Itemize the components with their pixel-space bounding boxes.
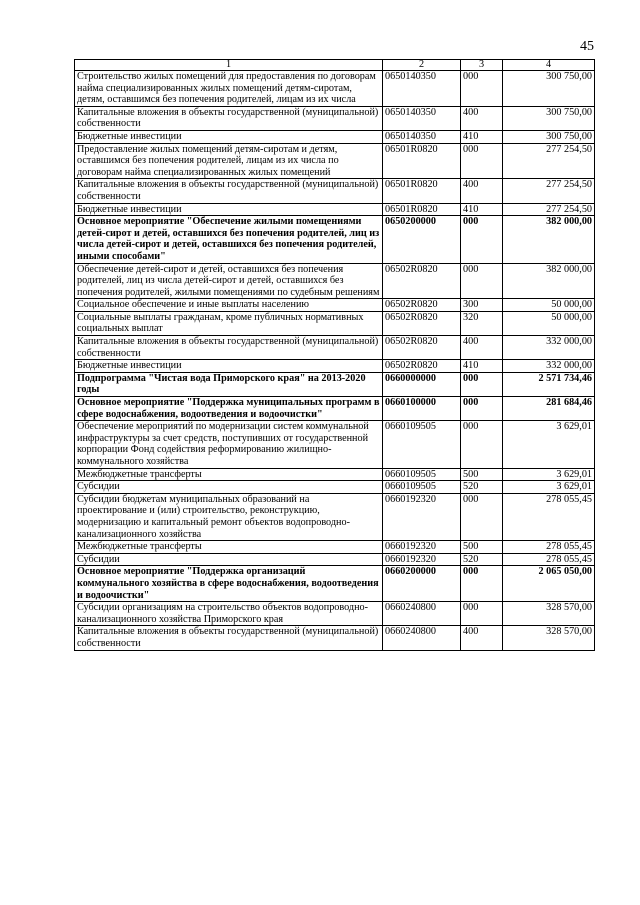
row-amount: 382 000,00: [503, 263, 595, 299]
row-type: 400: [461, 106, 503, 130]
row-amount: 382 000,00: [503, 216, 595, 263]
row-type: 520: [461, 553, 503, 566]
row-code: 0650140350: [383, 106, 461, 130]
row-amount: 277 254,50: [503, 143, 595, 179]
row-code: 06502R0820: [383, 263, 461, 299]
row-type: 500: [461, 541, 503, 554]
row-amount: 50 000,00: [503, 311, 595, 335]
row-type: 000: [461, 263, 503, 299]
row-code: 0660192320: [383, 493, 461, 540]
row-name: Социальные выплаты гражданам, кроме публичных нормативных социальных выплат: [75, 311, 383, 335]
table-row: [75, 397, 595, 421]
row-name: Строительство жилых помещений для предоставления по договорам найма специализированных жилых помещений детям-сиротам, детям, оставшимся без попечения родителей, лицам из их числа: [75, 71, 383, 107]
row-code: 0650200000: [383, 216, 461, 263]
row-type: 000: [461, 421, 503, 468]
row-amount: 278 055,45: [503, 553, 595, 566]
table-row: [75, 566, 595, 602]
row-name: Основное мероприятие "Поддержка организаций коммунального хозяйства в сфере водоснабжения, водоотведения и водоочистки": [75, 566, 383, 602]
row-code: 06502R0820: [383, 336, 461, 360]
row-amount: 277 254,50: [503, 203, 595, 216]
row-amount: 278 055,45: [503, 541, 595, 554]
row-amount: 2 065 050,00: [503, 566, 595, 602]
row-amount: 300 750,00: [503, 106, 595, 130]
table-row: [75, 263, 595, 299]
page-number: 45: [580, 39, 594, 54]
row-type: 000: [461, 602, 503, 626]
table-row: [75, 493, 595, 540]
table-row: [75, 143, 595, 179]
row-amount: 278 055,45: [503, 493, 595, 540]
table-row: [75, 553, 595, 566]
row-name: Капитальные вложения в объекты государственной (муниципальной) собственности: [75, 106, 383, 130]
table-row: [75, 71, 595, 107]
row-name: Межбюджетные трансферты: [75, 468, 383, 481]
column-header-code: 2: [383, 60, 461, 71]
row-name: Капитальные вложения в объекты государственной (муниципальной) собственности: [75, 626, 383, 650]
row-code: 06501R0820: [383, 143, 461, 179]
row-amount: 328 570,00: [503, 602, 595, 626]
table-row: [75, 602, 595, 626]
row-name: Предоставление жилых помещений детям-сиротам и детям, оставшимся без попечения родителей, лицам из их числа по договорам найма специализированных жилых помещений: [75, 143, 383, 179]
row-type: 000: [461, 397, 503, 421]
row-type: 000: [461, 143, 503, 179]
row-code: 0660240800: [383, 602, 461, 626]
row-name: Обеспечение детей-сирот и детей, оставшихся без попечения родителей, лиц из числа детей-сирот и детей, оставшихся без попечения родителей, жилыми помещениями по судебным решениям: [75, 263, 383, 299]
table-row: [75, 106, 595, 130]
row-name: Субсидии: [75, 553, 383, 566]
row-amount: 3 629,01: [503, 481, 595, 494]
table-row: [75, 626, 595, 650]
row-amount: 50 000,00: [503, 299, 595, 312]
row-type: 000: [461, 71, 503, 107]
row-amount: 332 000,00: [503, 336, 595, 360]
row-type: 410: [461, 130, 503, 143]
table-row: [75, 468, 595, 481]
row-code: 0660100000: [383, 397, 461, 421]
row-amount: 2 571 734,46: [503, 372, 595, 396]
row-name: Капитальные вложения в объекты государственной (муниципальной) собственности: [75, 336, 383, 360]
row-name: Межбюджетные трансферты: [75, 541, 383, 554]
row-code: 0660109505: [383, 481, 461, 494]
table-row: [75, 421, 595, 468]
row-code: 0650140350: [383, 71, 461, 107]
row-code: 0660192320: [383, 553, 461, 566]
row-code: 06502R0820: [383, 360, 461, 373]
column-header-type: 3: [461, 60, 503, 71]
row-code: 0660200000: [383, 566, 461, 602]
row-name: Бюджетные инвестиции: [75, 360, 383, 373]
row-name: Субсидии организациям на строительство объектов водопроводно-канализационного хозяйства Приморского края: [75, 602, 383, 626]
row-type: 000: [461, 372, 503, 396]
table-header-row: [75, 60, 595, 71]
row-type: 000: [461, 493, 503, 540]
row-amount: 281 684,46: [503, 397, 595, 421]
row-amount: 3 629,01: [503, 468, 595, 481]
row-amount: 300 750,00: [503, 71, 595, 107]
row-code: 0660240800: [383, 626, 461, 650]
row-code: 0660192320: [383, 541, 461, 554]
budget-table: [74, 59, 595, 651]
table-row: [75, 216, 595, 263]
row-code: 06501R0820: [383, 179, 461, 203]
row-type: 500: [461, 468, 503, 481]
row-amount: 332 000,00: [503, 360, 595, 373]
row-code: 0650140350: [383, 130, 461, 143]
table-row: [75, 299, 595, 312]
row-type: 520: [461, 481, 503, 494]
row-amount: 277 254,50: [503, 179, 595, 203]
table-row: [75, 481, 595, 494]
row-type: 400: [461, 626, 503, 650]
row-name: Основное мероприятие "Поддержка муниципальных программ в сфере водоснабжения, водоотведения и водоочистки": [75, 397, 383, 421]
row-type: 320: [461, 311, 503, 335]
table-row: [75, 336, 595, 360]
row-name: Бюджетные инвестиции: [75, 130, 383, 143]
row-amount: 328 570,00: [503, 626, 595, 650]
table-row: [75, 311, 595, 335]
column-header-amount: 4: [503, 60, 595, 71]
row-name: Субсидии: [75, 481, 383, 494]
row-type: 300: [461, 299, 503, 312]
table-row: [75, 360, 595, 373]
row-type: 410: [461, 360, 503, 373]
table-row: [75, 130, 595, 143]
row-name: Субсидии бюджетам муниципальных образований на проектирование и (или) строительство, реконструкцию, модернизацию и капитальный ремонт объектов водопроводно-канализационного хозяйства: [75, 493, 383, 540]
row-amount: 300 750,00: [503, 130, 595, 143]
row-code: 0660000000: [383, 372, 461, 396]
table-row: [75, 541, 595, 554]
table-row: [75, 203, 595, 216]
table-row: [75, 372, 595, 396]
row-type: 400: [461, 179, 503, 203]
row-code: 06502R0820: [383, 299, 461, 312]
row-type: 400: [461, 336, 503, 360]
row-code: 06502R0820: [383, 311, 461, 335]
row-name: Социальное обеспечение и иные выплаты населению: [75, 299, 383, 312]
row-name: Подпрограмма "Чистая вода Приморского края" на 2013-2020 годы: [75, 372, 383, 396]
row-name: Обеспечение мероприятий по модернизации систем коммунальной инфраструктуры за счет средств, поступивших от государственной корпорации Фонд содействия реформированию жилищно-коммунального хозяйства: [75, 421, 383, 468]
row-type: 410: [461, 203, 503, 216]
row-type: 000: [461, 566, 503, 602]
row-type: 000: [461, 216, 503, 263]
row-amount: 3 629,01: [503, 421, 595, 468]
row-code: 0660109505: [383, 468, 461, 481]
row-name: Капитальные вложения в объекты государственной (муниципальной) собственности: [75, 179, 383, 203]
row-name: Основное мероприятие "Обеспечение жилыми помещениями детей-сирот и детей, оставшихся без попечения родителей, лиц из числа детей-сирот и детей, оставшихся без попечения родителей, иными способами": [75, 216, 383, 263]
row-code: 0660109505: [383, 421, 461, 468]
row-name: Бюджетные инвестиции: [75, 203, 383, 216]
table-row: [75, 179, 595, 203]
column-header-name: 1: [75, 60, 383, 71]
row-code: 06501R0820: [383, 203, 461, 216]
